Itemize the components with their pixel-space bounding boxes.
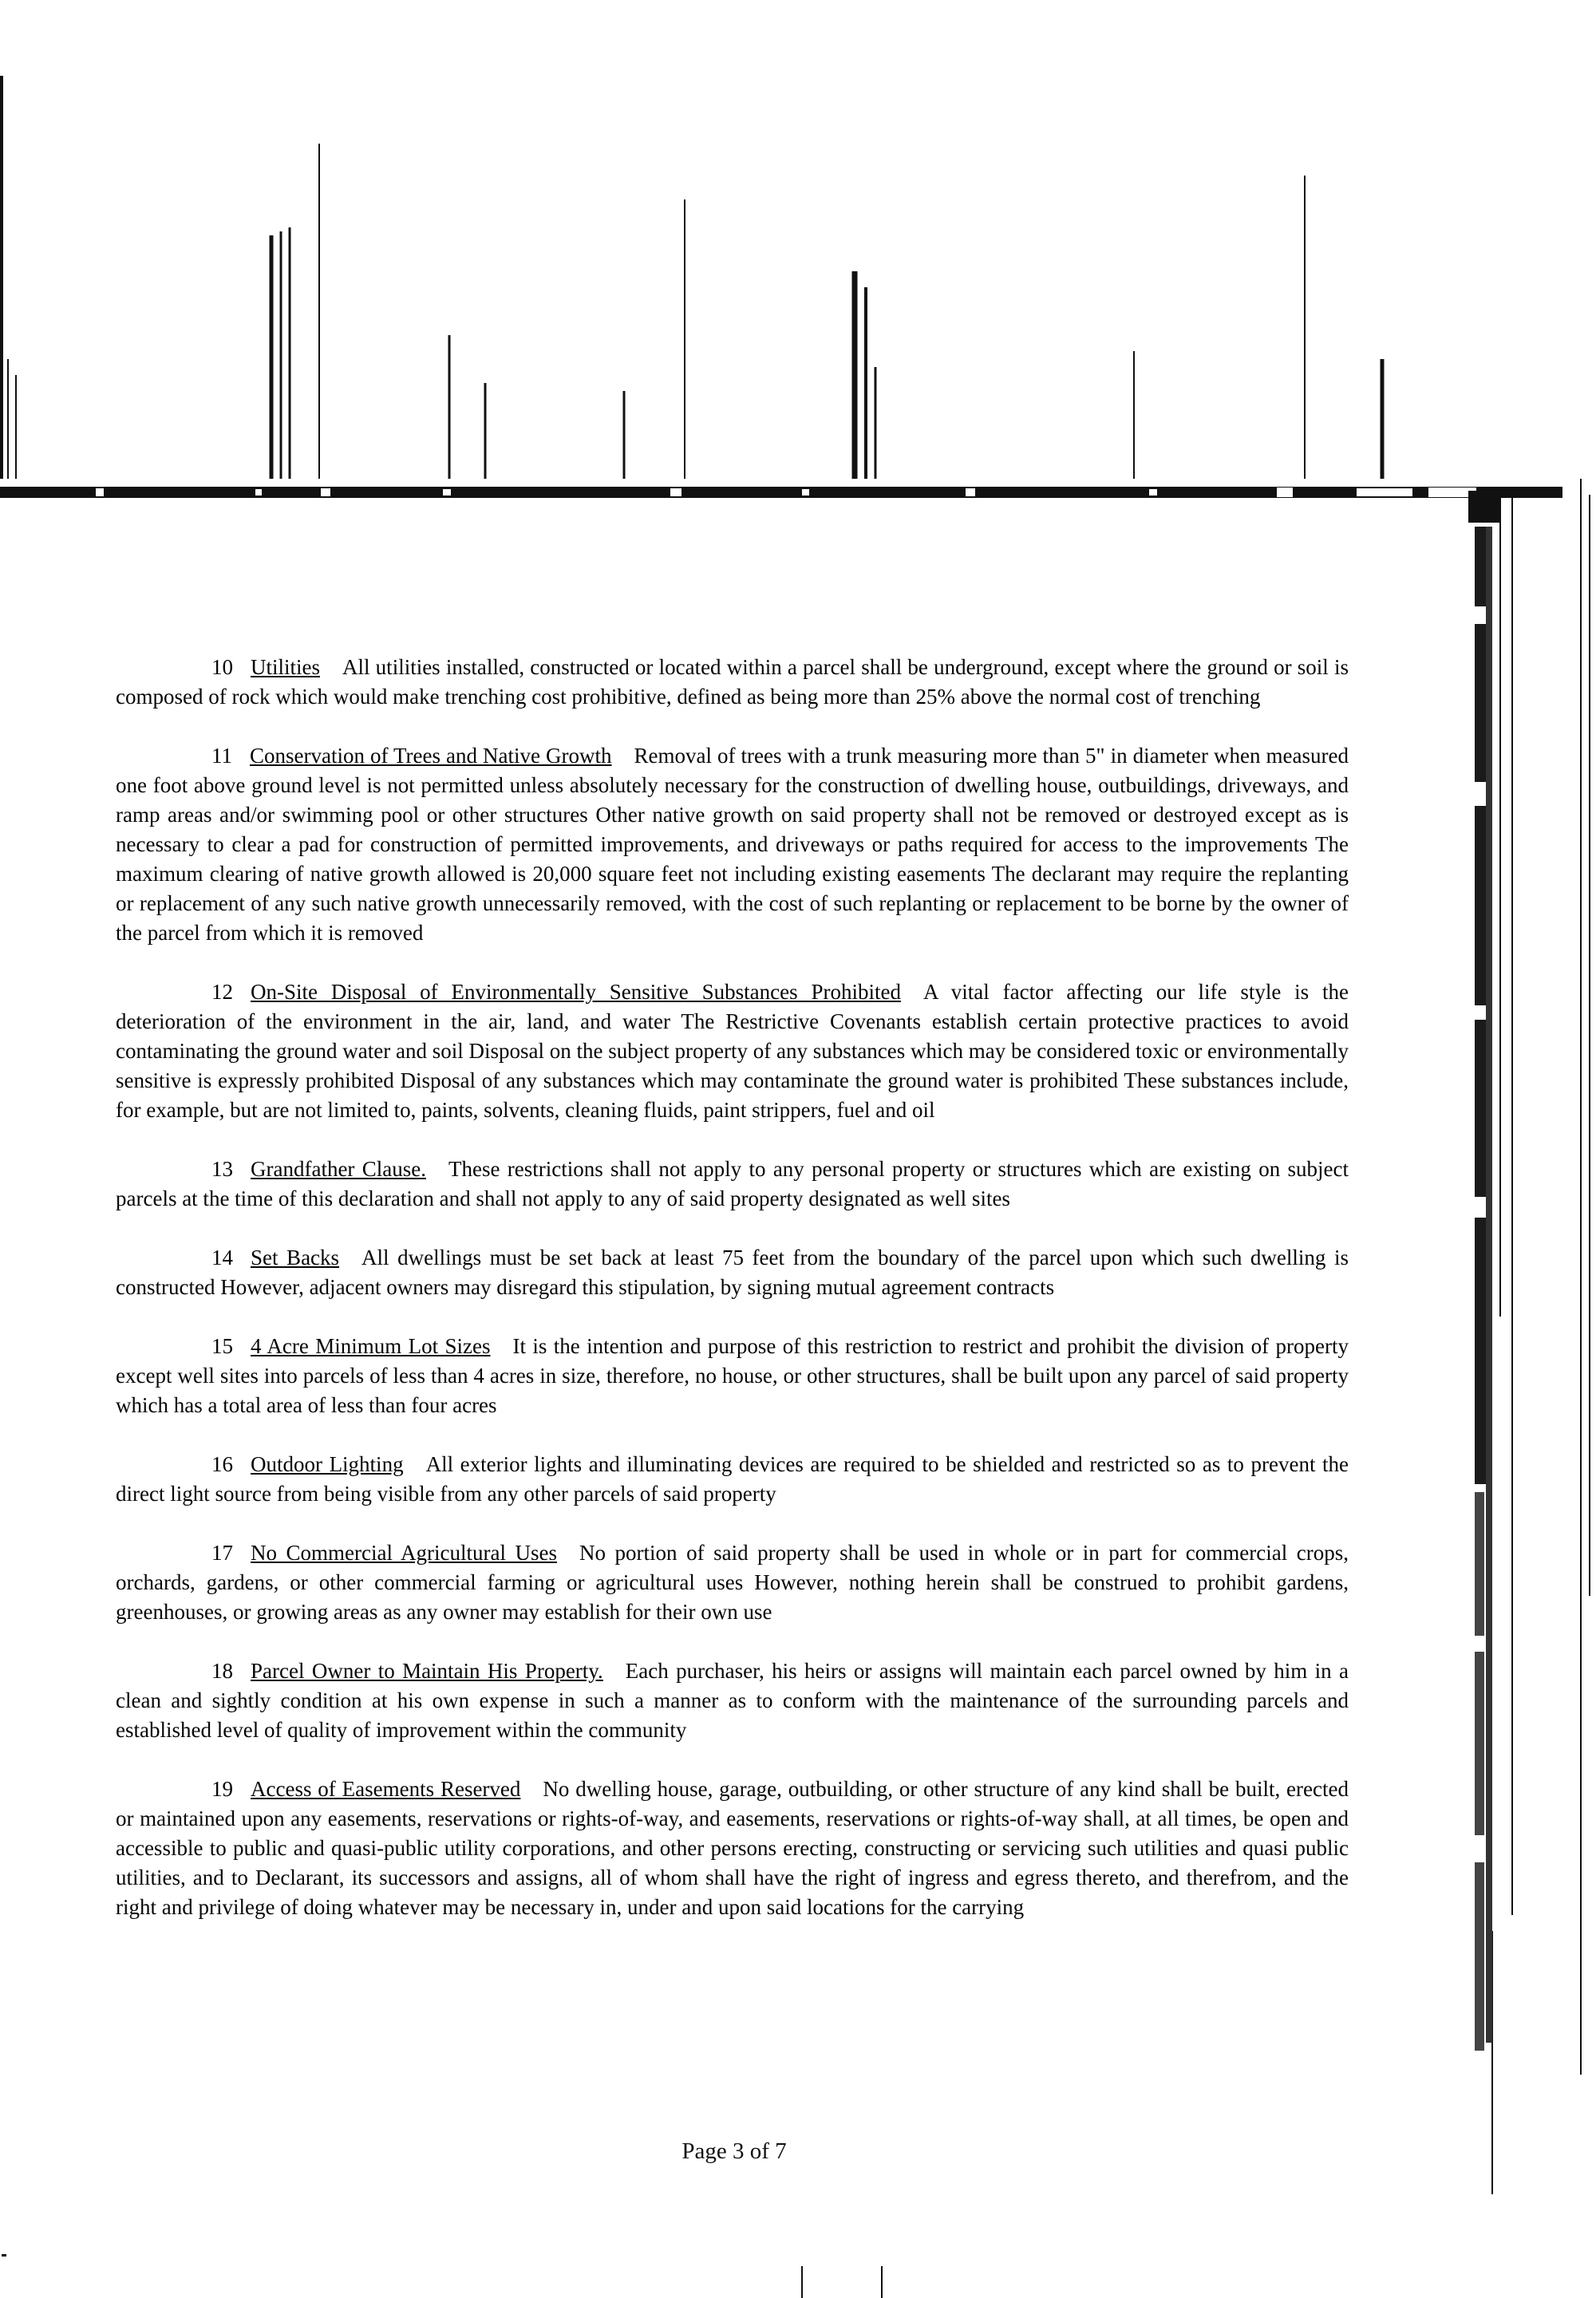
page-footer (0, 2138, 1468, 2165)
paragraph-number: 12 (211, 980, 233, 1004)
paragraph-text: It is the intention and purpose of this restriction to restrict and prohibit the division of property except well sites into parcels of less than 4 acres in size, therefore, no house, or other structures, shall be built upon any parcel of said property which has a total area of less than four acres (116, 1334, 1349, 1417)
paragraph-heading: Parcel Owner to Maintain His Property. (251, 1659, 603, 1683)
paragraph-13 (116, 1155, 1349, 1214)
paragraph-text: A vital factor affecting our life style is the deterioration of the environment in the air, land, and water The Restrictive Covenants establish certain protective practices to avoid contaminating the ground water and soil Disposal on the subject property of any substances which may be considered toxic or environmentally sensitive is expressly prohibited Disposal of any substances which may contaminate the ground water is prohibited These substances include, for example, but are not limited to, paints, solvents, cleaning fluids, paint strippers, fuel and oil (116, 980, 1349, 1122)
paragraph-text: All utilities installed, constructed or located within a parcel shall be underground, except where the ground or soil is composed of rock which would make trenching cost prohibitive, defined as being more than 25% above the normal cost of trenching (116, 655, 1349, 709)
paragraph-heading: Grandfather Clause. (251, 1157, 426, 1181)
paragraph-heading: 4 Acre Minimum Lot Sizes (251, 1334, 491, 1358)
paragraph-heading: Outdoor Lighting (251, 1452, 404, 1476)
paragraph-heading: Set Backs (251, 1246, 340, 1269)
paragraph-number: 18 (211, 1659, 233, 1683)
paragraph-number: 15 (211, 1334, 233, 1358)
paragraph-heading: Access of Easements Reserved (251, 1777, 521, 1801)
paragraph-12 (116, 977, 1349, 1125)
paragraph-16 (116, 1450, 1349, 1509)
paragraph-17 (116, 1538, 1349, 1627)
paragraph-heading: On-Site Disposal of Environmentally Sensitive Substances Prohibited (251, 980, 901, 1004)
paragraph-number: 19 (211, 1777, 233, 1801)
paragraph-text: These restrictions shall not apply to any personal property or structures which are existing on subject parcels at the time of this declaration and shall not apply to any of said property designated as well sites (116, 1157, 1349, 1210)
paragraph-19 (116, 1775, 1349, 1922)
paragraph-number: 17 (211, 1541, 233, 1565)
paragraph-18 (116, 1656, 1349, 1745)
paragraph-text: No dwelling house, garage, outbuilding, or other structure of any kind shall be built, erected or maintained upon any easements, reservations or rights-of-way, and easements, reservations or rights-of-way shall, at all times, be open and accessible to public and quasi-public utility corporations, and other persons erecting, constructing or servicing such utilities and quasi public utilities, and to Declarant, its successors and assigns, all of whom shall have the right of ingress and egress thereto, and therefrom, and the right and privilege of doing whatever may be necessary in, under and upon said locations for the carrying (116, 1777, 1349, 1919)
paragraph-text: All dwellings must be set back at least 75 feet from the boundary of the parcel upon which such dwelling is constructed However, adjacent owners may disregard this stipulation, by signing mutual agreement contracts (116, 1246, 1349, 1299)
document-body (116, 653, 1349, 1952)
paragraph-text: Removal of trees with a trunk measuring more than 5" in diameter when measured one foot above ground level is not permitted unless absolutely necessary for the construction of dwelling house, outbuildings, driveways, and ramp areas and/or swimming pool or other structures Other native growth on said property shall not be removed or destroyed except as is necessary to clear a pad for construction of permitted improvements, and driveways or paths required for access to the improvements The maximum clearing of native growth allowed is 20,000 square feet not including existing easements The declarant may require the replanting or replacement of any such native growth unnecessarily removed, with the cost of such replanting or replacement to be borne by the owner of the parcel from which it is removed (116, 744, 1349, 945)
paragraph-heading: Conservation of Trees and Native Growth (250, 744, 612, 768)
paragraph-15 (116, 1332, 1349, 1420)
paragraph-14 (116, 1243, 1349, 1302)
paragraph-10 (116, 653, 1349, 712)
paragraph-heading: Utilities (251, 655, 320, 679)
paragraph-text: All exterior lights and illuminating devices are required to be shielded and restricted so as to prevent the direct light source from being visible from any other parcels of said property (116, 1452, 1349, 1506)
paragraph-number: 14 (211, 1246, 233, 1269)
paragraph-heading: No Commercial Agricultural Uses (251, 1541, 558, 1565)
page-number-label: Page 3 of 7 (681, 2138, 787, 2164)
paragraph-number: 13 (211, 1157, 233, 1181)
paragraph-text: Each purchaser, his heirs or assigns will maintain each parcel owned by him in a clean and sightly condition at his own expense in such a manner as to conform with the maintenance of the surrounding parcels and established level of quality of improvement within the community (116, 1659, 1349, 1742)
paragraph-text: No portion of said property shall be used in whole or in part for commercial crops, orchards, gardens, or other commercial farming or agricultural uses However, nothing herein shall be construed to prohibit gardens, greenhouses, or growing areas as any owner may establish for their own use (116, 1541, 1349, 1624)
paragraph-number: 10 (211, 655, 233, 679)
paragraph-number: 16 (211, 1452, 233, 1476)
paragraph-number: 11 (211, 744, 232, 768)
paragraph-11 (116, 741, 1349, 948)
